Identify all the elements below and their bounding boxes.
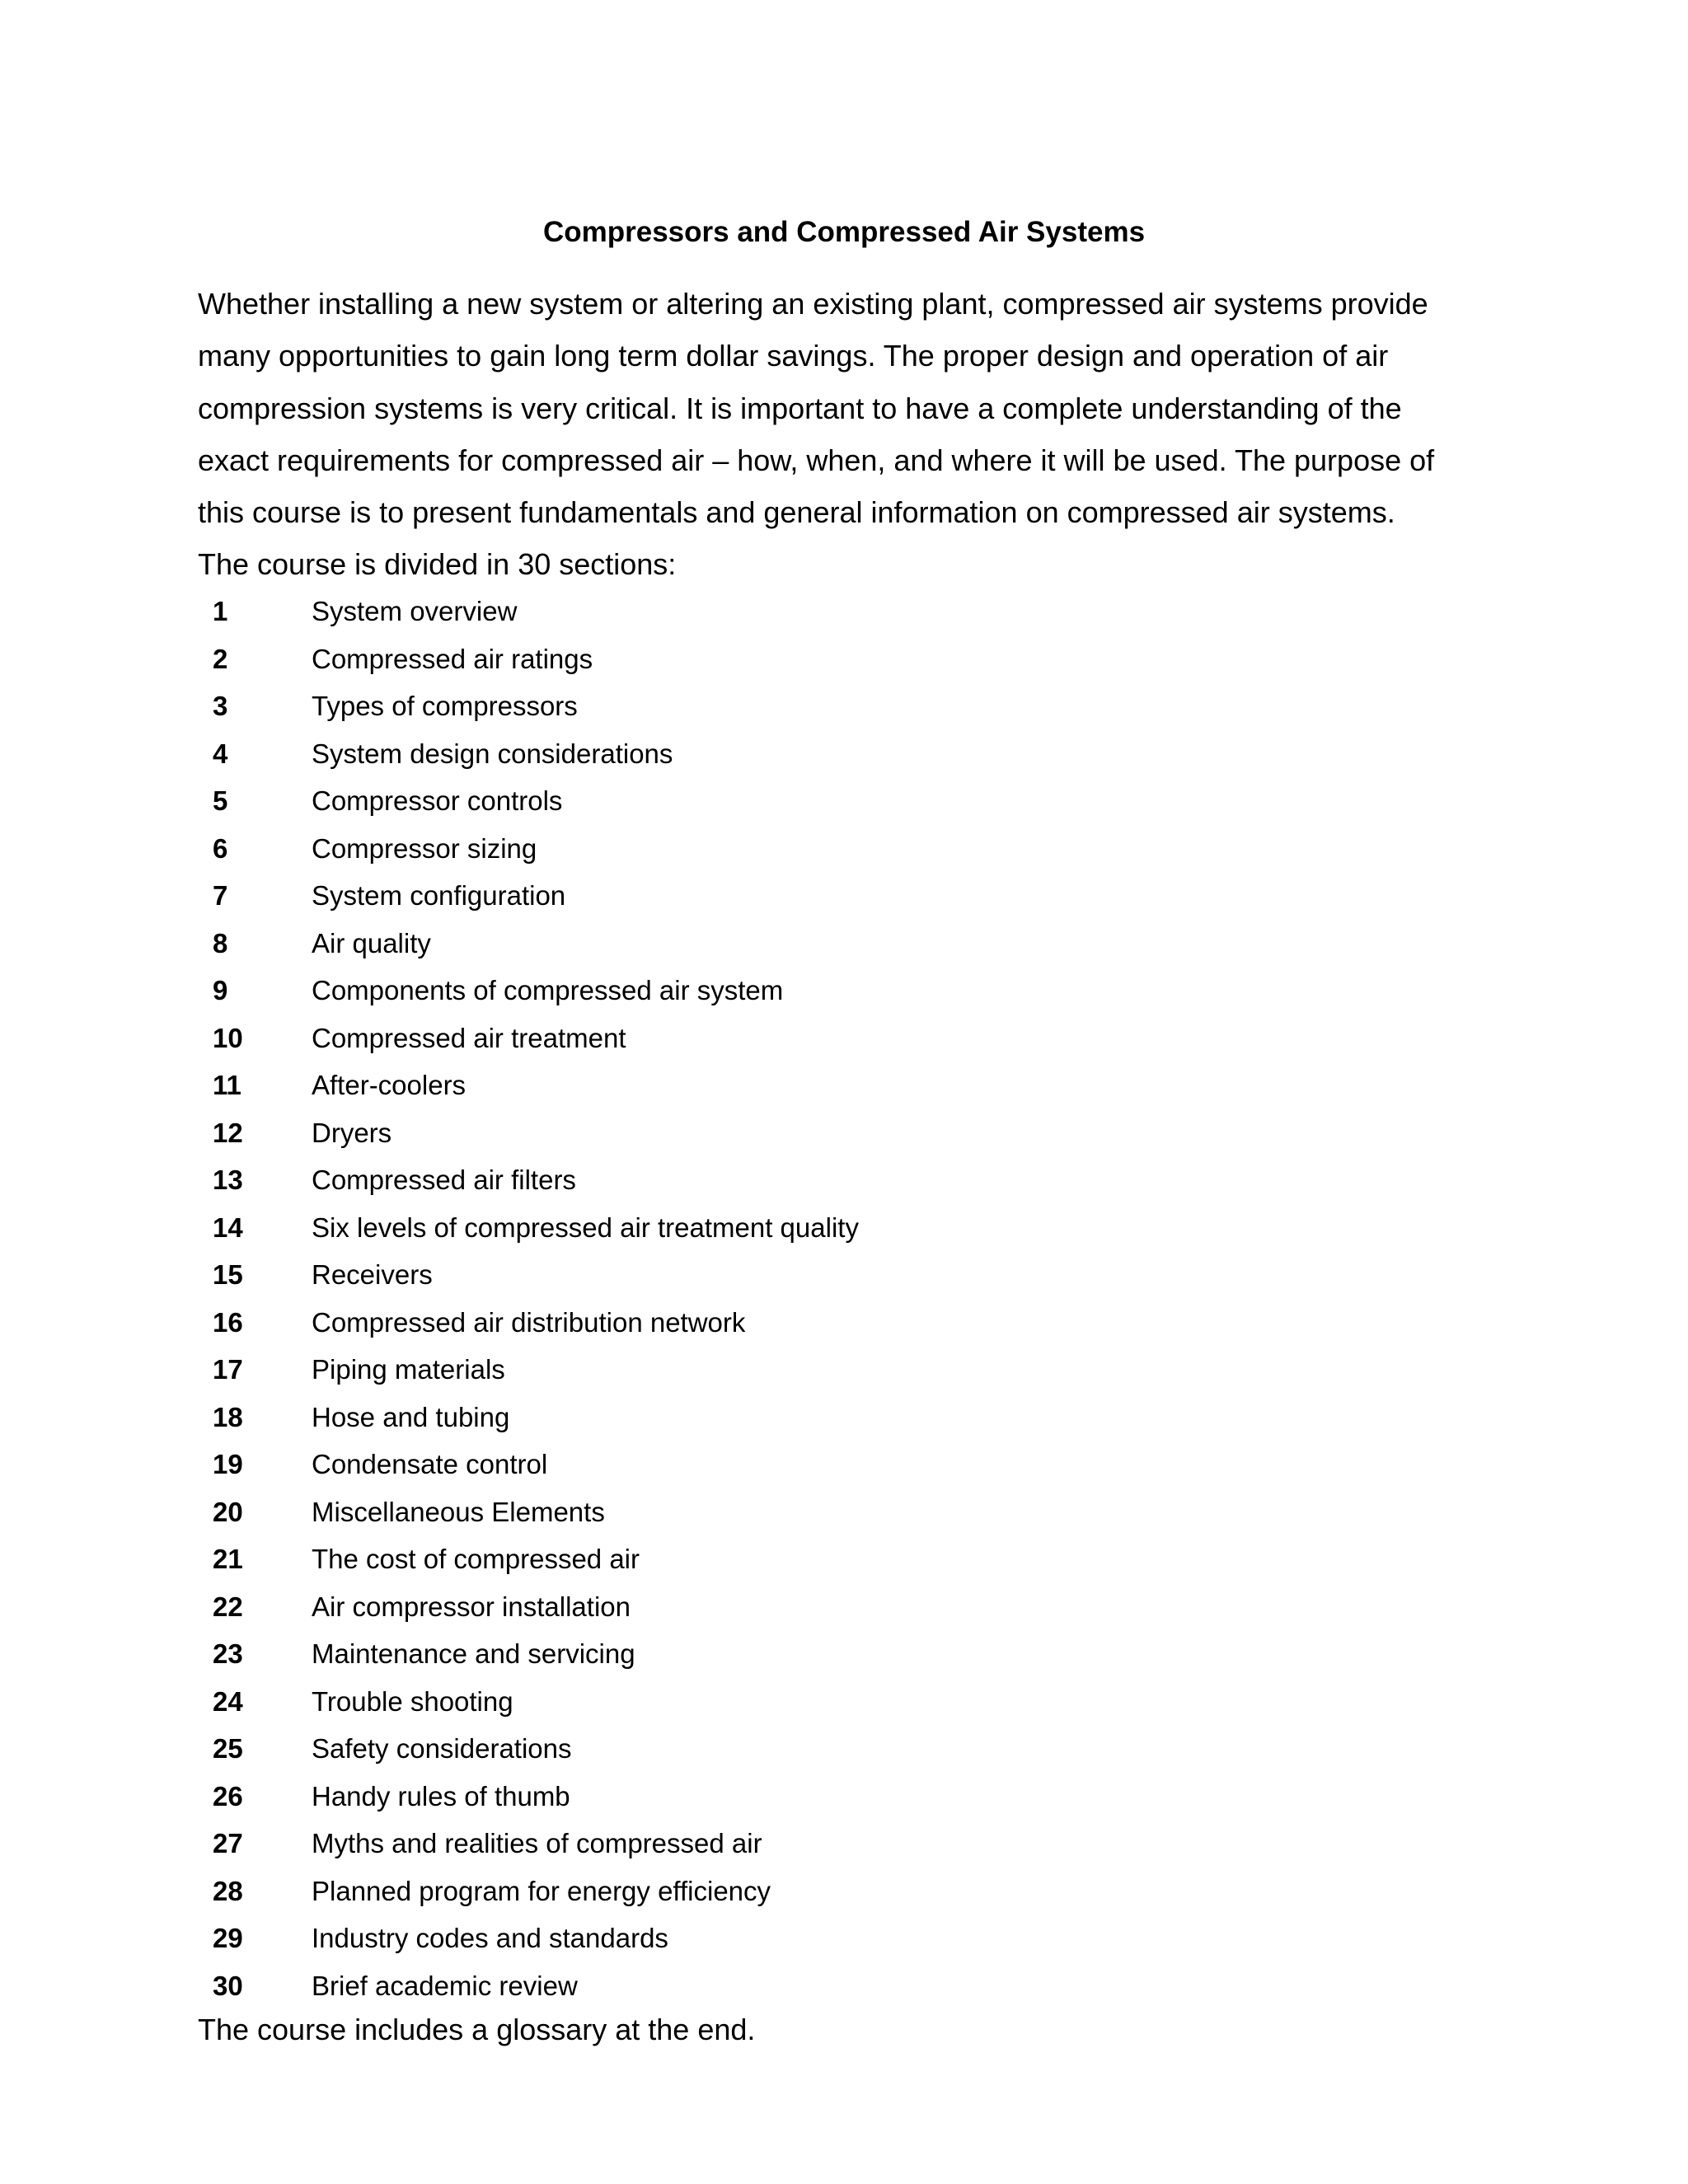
intro-line: this course is to present fundamentals and general information on compressed air systems. [198, 495, 1395, 530]
section-number: 14 [213, 1212, 243, 1243]
section-item [0, 1160, 1688, 1208]
section-title: Myths and realities of compressed air [312, 1828, 762, 1858]
section-item [0, 734, 1688, 782]
section-item [0, 1777, 1688, 1825]
section-number: 23 [213, 1638, 243, 1669]
section-title: Compressor sizing [312, 832, 537, 864]
section-number: 12 [213, 1117, 243, 1148]
section-title: System configuration [312, 880, 566, 911]
section-title: Air quality [312, 927, 431, 958]
section-number: 29 [213, 1923, 243, 1953]
section-number: 7 [213, 880, 228, 911]
intro-line: exact requirements for compressed air – how, when, and where it will be used. The purpose of [198, 443, 1435, 477]
intro-line: compression systems is very critical. It is important to have a complete understanding of the [198, 391, 1402, 425]
section-title: Trouble shooting [312, 1685, 513, 1717]
section-title: System design considerations [312, 738, 673, 769]
section-title: The cost of compressed air [312, 1544, 640, 1574]
section-item [0, 781, 1688, 829]
section-number: 24 [213, 1685, 243, 1717]
section-item [0, 1540, 1688, 1587]
section-title: Receivers [312, 1259, 433, 1290]
section-number: 18 [213, 1401, 243, 1432]
section-number: 16 [213, 1306, 243, 1338]
section-number: 8 [213, 927, 228, 958]
section-number: 30 [213, 1970, 243, 2001]
section-number: 19 [213, 1449, 243, 1479]
section-title: Piping materials [312, 1354, 505, 1385]
section-item [0, 1824, 1688, 1872]
section-item [0, 1066, 1688, 1113]
section-number: 1 [213, 596, 228, 626]
section-number: 4 [213, 738, 228, 769]
section-number: 6 [213, 832, 228, 864]
section-item [0, 1634, 1688, 1682]
section-item [0, 687, 1688, 734]
section-item [0, 1682, 1688, 1730]
section-number: 13 [213, 1165, 243, 1195]
section-title: Condensate control [312, 1449, 548, 1479]
section-title: Safety considerations [312, 1733, 572, 1764]
section-title: Air compressor installation [312, 1591, 631, 1622]
section-item [0, 1303, 1688, 1351]
intro-paragraph [198, 278, 1517, 591]
section-title: Compressed air treatment [312, 1022, 626, 1053]
closing-note: The course includes a glossary at the end. [198, 2013, 756, 2046]
section-item [0, 971, 1688, 1019]
section-number: 17 [213, 1354, 243, 1385]
section-number: 26 [213, 1780, 243, 1811]
section-item [0, 1872, 1688, 1919]
section-number: 5 [213, 785, 228, 816]
section-title: Planned program for energy efficiency [312, 1875, 771, 1906]
section-number: 10 [213, 1022, 243, 1053]
section-item [0, 924, 1688, 972]
section-title: Industry codes and standards [312, 1923, 668, 1953]
section-title: Components of compressed air system [312, 975, 784, 1005]
section-number: 15 [213, 1259, 243, 1290]
section-number: 21 [213, 1544, 243, 1574]
section-title: After-coolers [312, 1070, 467, 1100]
section-item [0, 876, 1688, 924]
section-title: Compressed air distribution network [312, 1306, 746, 1338]
intro-line: Whether installing a new system or altering an existing plant, compressed air systems provide [198, 287, 1428, 321]
section-number: 9 [213, 975, 228, 1005]
section-number: 20 [213, 1496, 243, 1527]
section-item [0, 1587, 1688, 1635]
section-number: 22 [213, 1591, 243, 1622]
section-number: 25 [213, 1733, 243, 1764]
section-title: Dryers [312, 1117, 392, 1148]
page-title: Compressors and Compressed Air Systems [542, 216, 1146, 248]
section-title: Maintenance and servicing [312, 1638, 635, 1669]
section-title: System overview [312, 596, 518, 626]
section-item [0, 1919, 1688, 1966]
section-item [0, 1019, 1688, 1066]
section-item [0, 1966, 1688, 2014]
section-title: Six levels of compressed air treatment quality [312, 1212, 859, 1243]
section-item [0, 1729, 1688, 1777]
section-list [0, 592, 1688, 2013]
section-item [0, 640, 1688, 687]
section-number: 3 [213, 691, 228, 721]
section-title: Types of compressors [312, 691, 578, 721]
section-item [0, 1208, 1688, 1256]
section-item [0, 1350, 1688, 1398]
section-title: Handy rules of thumb [312, 1780, 570, 1811]
section-title: Hose and tubing [312, 1401, 510, 1432]
section-title: Compressed air ratings [312, 643, 593, 674]
intro-line: The course is divided in 30 sections: [198, 547, 677, 582]
section-item [0, 1113, 1688, 1161]
section-title: Compressed air filters [312, 1165, 576, 1195]
section-number: 27 [213, 1828, 243, 1858]
section-title: Miscellaneous Elements [312, 1496, 605, 1527]
intro-line: many opportunities to gain long term dollar savings. The proper design and operation of air [198, 339, 1389, 373]
section-number: 2 [213, 643, 228, 674]
section-title: Brief academic review [312, 1970, 578, 2001]
section-number: 11 [213, 1070, 241, 1100]
section-item [0, 1398, 1688, 1446]
section-item [0, 1493, 1688, 1540]
section-item [0, 1445, 1688, 1493]
section-number: 28 [213, 1875, 243, 1906]
section-item [0, 592, 1688, 640]
section-title: Compressor controls [312, 785, 563, 816]
section-item [0, 1255, 1688, 1303]
section-item [0, 829, 1688, 877]
